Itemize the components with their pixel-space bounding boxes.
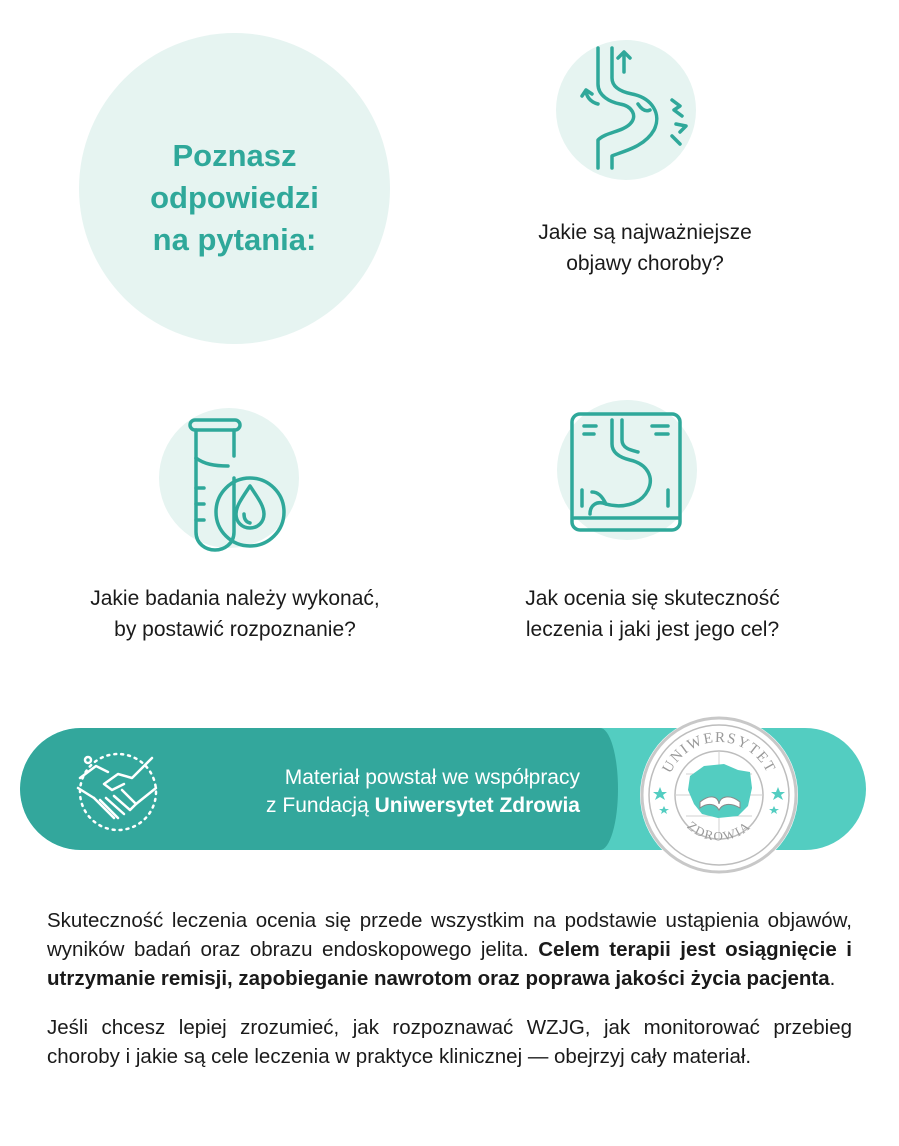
banner-line-2 bbox=[180, 792, 580, 820]
foundation-name: Uniwersytet Zdrowia bbox=[374, 794, 580, 817]
headline-line-3: na pytania: bbox=[152, 222, 317, 257]
seal-top-text: UNIWERSYTET bbox=[659, 729, 779, 776]
paragraph-effectiveness bbox=[47, 906, 852, 993]
university-seal-logo bbox=[638, 714, 800, 876]
paragraph-bold-text: Celem terapii jest osiągnięcie i utrzymanie remisji, zapobieganie nawrotom oraz poprawa jakości życia pacjenta bbox=[47, 938, 852, 990]
question-line: leczenia i jaki jest jego cel? bbox=[525, 618, 780, 641]
test-tube-drop-icon bbox=[184, 416, 294, 556]
headline-line-2: odpowiedzi bbox=[150, 180, 319, 215]
seal-bottom-text: ZDROWIA bbox=[684, 817, 754, 844]
paragraph-text: Skuteczność leczenia ocenia się przede wszystkim na podstawie ustąpienia objawów, wyników badań oraz obrazu endoskopowego jelita. bbox=[47, 909, 852, 961]
question-line: Jakie są najważniejsze bbox=[538, 221, 752, 244]
question-line: Jakie badania należy wykonać, bbox=[90, 587, 380, 610]
stomach-xray-icon bbox=[568, 410, 684, 534]
question-line: objawy choroby? bbox=[566, 252, 724, 275]
handshake-icon bbox=[74, 748, 162, 834]
question-diagnostics bbox=[50, 583, 420, 645]
banner-line-2-prefix: z Fundacją bbox=[266, 794, 375, 817]
question-effectiveness bbox=[475, 583, 830, 645]
headline-line-1: Poznasz bbox=[172, 138, 297, 173]
paragraph-end: . bbox=[829, 967, 836, 990]
question-line: Jak ocenia się skuteczność bbox=[525, 587, 780, 610]
question-line: by postawić rozpoznanie? bbox=[114, 618, 356, 641]
stomach-reflux-icon bbox=[576, 44, 696, 174]
paragraph-cta: Jeśli chcesz lepiej zrozumieć, jak rozpoznawać WZJG, jak monitorować przebieg choroby i jakie są cele leczenia w praktyce klinicznej — obejrzyj cały materiał. bbox=[47, 1016, 852, 1068]
question-symptoms bbox=[470, 217, 820, 279]
body-text bbox=[47, 906, 852, 1091]
page-title bbox=[79, 135, 390, 261]
banner-line-1: Materiał powstał we współpracy bbox=[284, 766, 580, 789]
banner-text bbox=[180, 764, 580, 820]
